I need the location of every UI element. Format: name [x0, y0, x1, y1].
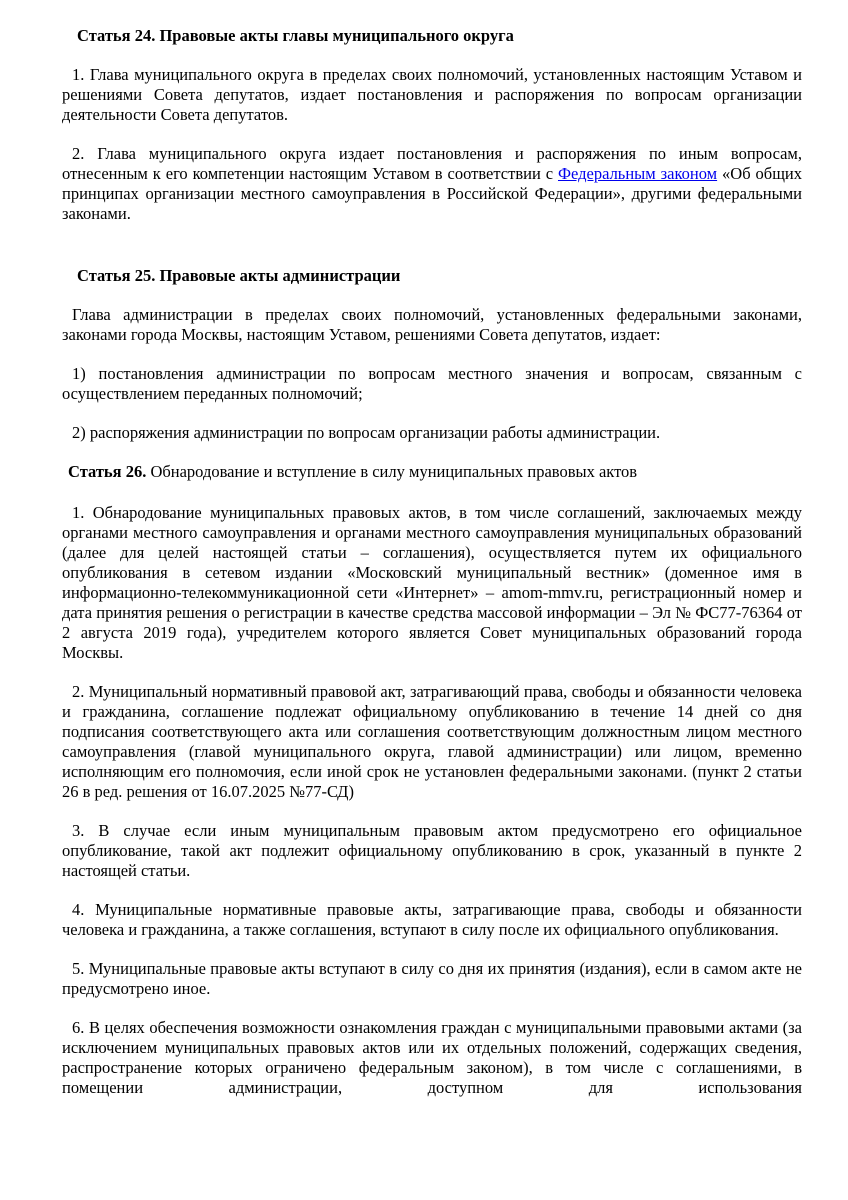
article-26-paragraph-6: 6. В целях обеспечения возможности ознакомления граждан с муниципальными правовыми актами (за исключением муниципальных правовых актов или их отдельных положений, содержащих сведения, распространение которых ограничено федеральным законом), в том числе с соглашениями, в помещении администрации, доступном для использования: [62, 1018, 802, 1097]
article-24-heading: Статья 24. Правовые акты главы муниципального округа: [77, 26, 514, 45]
federal-law-link[interactable]: Федеральным законом: [557, 164, 718, 183]
article-25-heading: Статья 25. Правовые акты администрации: [77, 266, 401, 285]
article-26-paragraph-3: 3. В случае если иным муниципальным правовым актом предусмотрено его официальное опубликование, такой акт подлежит официальному опубликованию в срок, указанный в пункте 2 настоящей статьи.: [62, 821, 802, 880]
article-25-item-1: 1) постановления администрации по вопросам местного значения и вопросам, связанным с осуществлением переданных полномочий;: [62, 364, 802, 403]
article-24-paragraph-2: [62, 144, 802, 224]
article-26-heading: [62, 462, 802, 482]
paragraph-text-after-link: «Об общих принципах организации местного самоуправления в Российской Федерации», другими федеральными законами.: [62, 164, 802, 223]
article-26-paragraph-1: 1. Обнародование муниципальных правовых актов, в том числе соглашений, заключаемых между органами местного самоуправления и органами местного самоуправления муниципальных образований (далее для целей настоящей статьи – соглашения), осуществляется путем их официального опубликования в сетевом издании «Московский муниципальный вестник» (доменное имя в информационно-телекоммуникационной сети «Интернет» – amom-mmv.ru, регистрационный номер и дата принятия решения о регистрации в качестве средства массовой информации – Эл № ФС77-76364 от 2 августа 2019 года), учредителем которого является Совет муниципальных образований города Москвы.: [62, 503, 802, 662]
article-26-paragraph-4: 4. Муниципальные нормативные правовые акты, затрагивающие права, свободы и обязанности человека и гражданина, а также соглашения, вступают в силу после их официального опубликования.: [62, 900, 802, 939]
article-26-paragraph-5: 5. Муниципальные правовые акты вступают в силу со дня их принятия (издания), если в самом акте не предусмотрено иное.: [62, 959, 802, 998]
article-25-item-2: 2) распоряжения администрации по вопросам организации работы администрации.: [72, 423, 661, 442]
article-25-intro-paragraph: Глава администрации в пределах своих полномочий, установленных федеральными законами, законами города Москвы, настоящим Уставом, решениями Совета депутатов, издает:: [62, 305, 802, 344]
article-26-paragraph-2: 2. Муниципальный нормативный правовой акт, затрагивающий права, свободы и обязанности человека и гражданина, соглашение подлежат официальному опубликованию в течение 14 дней со дня подписания соответствующего акта или соглашения соответствующим должностным лицом местного самоуправления (главой муниципального округа, главой администрации) или лицом, временно исполняющим его полномочия, если иной срок не установлен федеральными законами. (пункт 2 статьи 26 в ред. решения от 16.07.2025 №77-СД): [62, 682, 802, 801]
paragraph-text-before-link: 2. Глава муниципального округа издает постановления и распоряжения по иным вопросам, отнесенным к его компетенции настоящим Уставом в соответствии с: [62, 144, 802, 183]
article-24-paragraph-1: 1. Глава муниципального округа в пределах своих полномочий, установленных настоящим Уставом и решениями Совета депутатов, издает постановления и распоряжения по вопросам организации деятельности Совета депутатов.: [62, 65, 802, 124]
article-26-heading-title: Обнародование и вступление в силу муниципальных правовых актов: [146, 462, 638, 481]
article-26-heading-number: Статья 26.: [68, 462, 147, 481]
